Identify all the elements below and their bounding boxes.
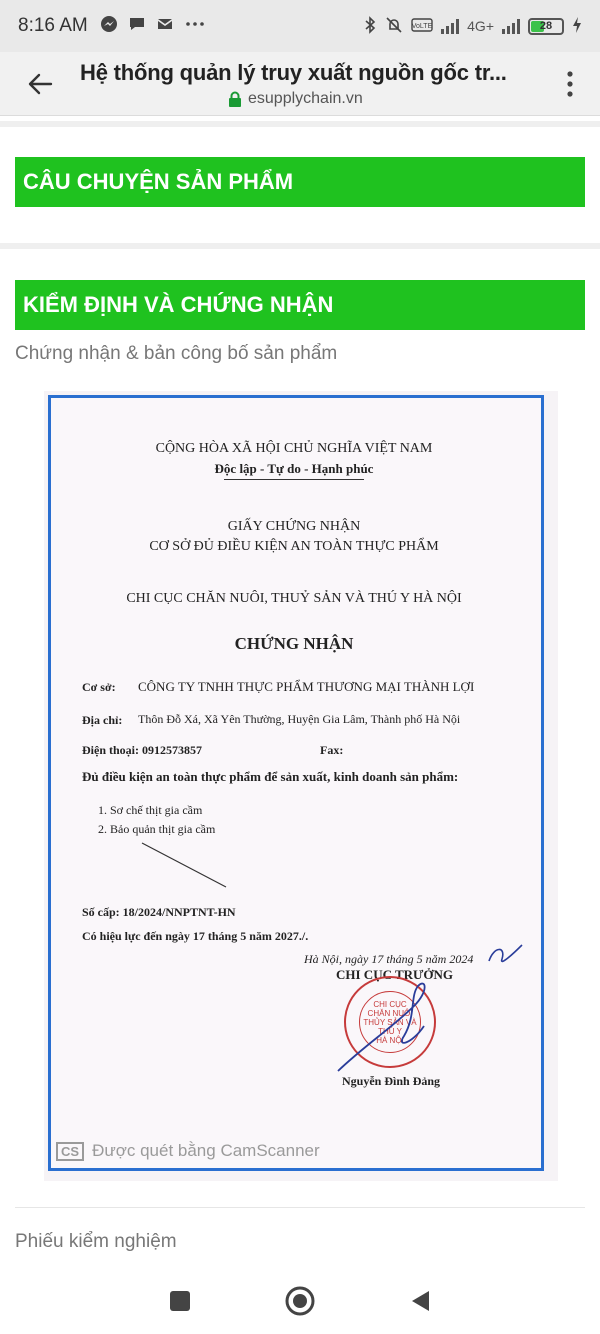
cert-nation: CỘNG HÒA XÃ HỘI CHỦ NGHĨA VIỆT NAM xyxy=(155,441,433,456)
cert-number: Số cấp: 18/2024/NNPTNT-HN xyxy=(82,905,236,919)
arrow-left-icon xyxy=(26,70,54,98)
chat-icon xyxy=(128,15,146,38)
seal-line-3: THỦY SẢN VÀ xyxy=(363,1017,417,1027)
cert-sub-label: Chứng nhận & bản công bố sản phẩm xyxy=(15,343,338,364)
certificate-document xyxy=(44,391,558,1181)
more-icon xyxy=(184,15,206,38)
page-title: Hệ thống quản lý truy xuất nguồn gốc tr... xyxy=(80,59,507,85)
cert-address-value: Thôn Đỗ Xá, Xã Yên Thường, Huyện Gia Lâm, Thành phố Hà Nội xyxy=(138,712,461,726)
volte-icon xyxy=(411,16,433,37)
cert-title-2: CƠ SỞ ĐỦ ĐIỀU KIỆN AN TOÀN THỰC PHẨM xyxy=(149,539,439,554)
motto-underline xyxy=(224,479,364,480)
seal-line-5: HÀ NỘI xyxy=(376,1035,404,1045)
cert-signer-name: Nguyễn Đình Đảng xyxy=(342,1074,441,1088)
cert-motto: Độc lập - Tự do - Hạnh phúc xyxy=(214,461,374,476)
cert-strike-line xyxy=(140,841,230,891)
divider xyxy=(0,121,600,127)
mute-icon xyxy=(385,16,403,37)
mail-icon xyxy=(156,15,174,38)
messenger-icon xyxy=(100,15,118,38)
cert-signer-title: CHI CỤC TRƯỞNG xyxy=(336,967,454,982)
charging-icon xyxy=(572,16,582,37)
system-icons xyxy=(363,16,582,37)
divider xyxy=(0,243,600,249)
battery-level: 28 xyxy=(539,20,553,32)
status-time: 8:16 AM xyxy=(18,15,88,36)
signal-icon xyxy=(441,18,459,34)
seal-line-4: THÚ Y xyxy=(378,1026,402,1036)
cert-facility-label: Cơ sở: xyxy=(82,680,116,694)
title-area[interactable] xyxy=(80,60,540,108)
cert-title-1: GIẤY CHỨNG NHẬN xyxy=(227,519,361,534)
status-bar xyxy=(0,0,600,52)
system-back-button[interactable] xyxy=(395,1276,445,1326)
overflow-menu-button[interactable] xyxy=(540,52,600,116)
recent-apps-button[interactable] xyxy=(155,1276,205,1326)
back-button[interactable] xyxy=(0,52,80,116)
camscanner-text: Được quét bằng CamScanner xyxy=(92,1141,320,1160)
cert-agency: CHI CỤC CHĂN NUÔI, THUỶ SẢN VÀ THÚ Y HÀ NỘI xyxy=(126,591,462,606)
camscanner-logo-icon: CS xyxy=(56,1142,84,1161)
square-icon xyxy=(169,1290,191,1312)
system-nav-bar xyxy=(0,1267,600,1334)
cert-eligibility: Đủ điều kiện an toàn thực phẩm để sản xuất, kinh doanh sản phẩm: xyxy=(82,769,459,784)
divider xyxy=(15,1207,585,1208)
triangle-back-icon xyxy=(409,1289,431,1313)
cert-fax: Fax: xyxy=(320,743,344,757)
camscanner-watermark xyxy=(56,1141,320,1161)
battery-icon xyxy=(528,18,564,35)
story-section-header[interactable]: CÂU CHUYỆN SẢN PHẨM xyxy=(15,157,585,207)
certificate-image[interactable] xyxy=(44,391,558,1181)
home-circle-icon xyxy=(284,1285,316,1317)
seal-line-1: CHI CỤC xyxy=(373,999,407,1009)
svg-text:VoLTE: VoLTE xyxy=(411,22,433,30)
cert-facility-value: CÔNG TY TNHH THỰC PHẨM THƯƠNG MẠI THÀNH LỢI xyxy=(138,679,475,694)
cert-validity: Có hiệu lực đến ngày 17 tháng 5 năm 2027./. xyxy=(82,929,309,943)
bluetooth-icon xyxy=(363,16,377,37)
cert-heading: CHỨNG NHẬN xyxy=(234,634,354,653)
cert-product-2: 2. Bảo quản thịt gia cầm xyxy=(98,822,216,836)
url-text: esupplychain.vn xyxy=(248,89,363,107)
more-vertical-icon xyxy=(565,69,575,99)
test-report-label[interactable]: Phiếu kiểm nghiệm xyxy=(15,1231,177,1252)
home-button[interactable] xyxy=(275,1276,325,1326)
cert-date-place: Hà Nội, ngày 17 tháng 5 năm 2024 xyxy=(304,952,474,966)
cert-product-1: 1. Sơ chế thịt gia cầm xyxy=(98,803,203,817)
seal-line-2: CHĂN NUÔI xyxy=(367,1008,413,1018)
lock-icon xyxy=(228,91,242,107)
browser-toolbar xyxy=(0,52,600,116)
signal-icon-2 xyxy=(502,18,520,34)
signature xyxy=(334,976,444,1076)
cert-section-header[interactable]: KIỂM ĐỊNH VÀ CHỨNG NHẬN xyxy=(15,280,585,330)
url-row xyxy=(228,90,540,108)
network-type: 4G+ xyxy=(467,18,494,34)
notification-icons xyxy=(100,15,206,38)
cert-address-label: Địa chỉ: xyxy=(82,713,123,727)
signature-flourish xyxy=(484,941,524,971)
cert-phone: Điện thoại: 0912573857 xyxy=(82,743,202,757)
